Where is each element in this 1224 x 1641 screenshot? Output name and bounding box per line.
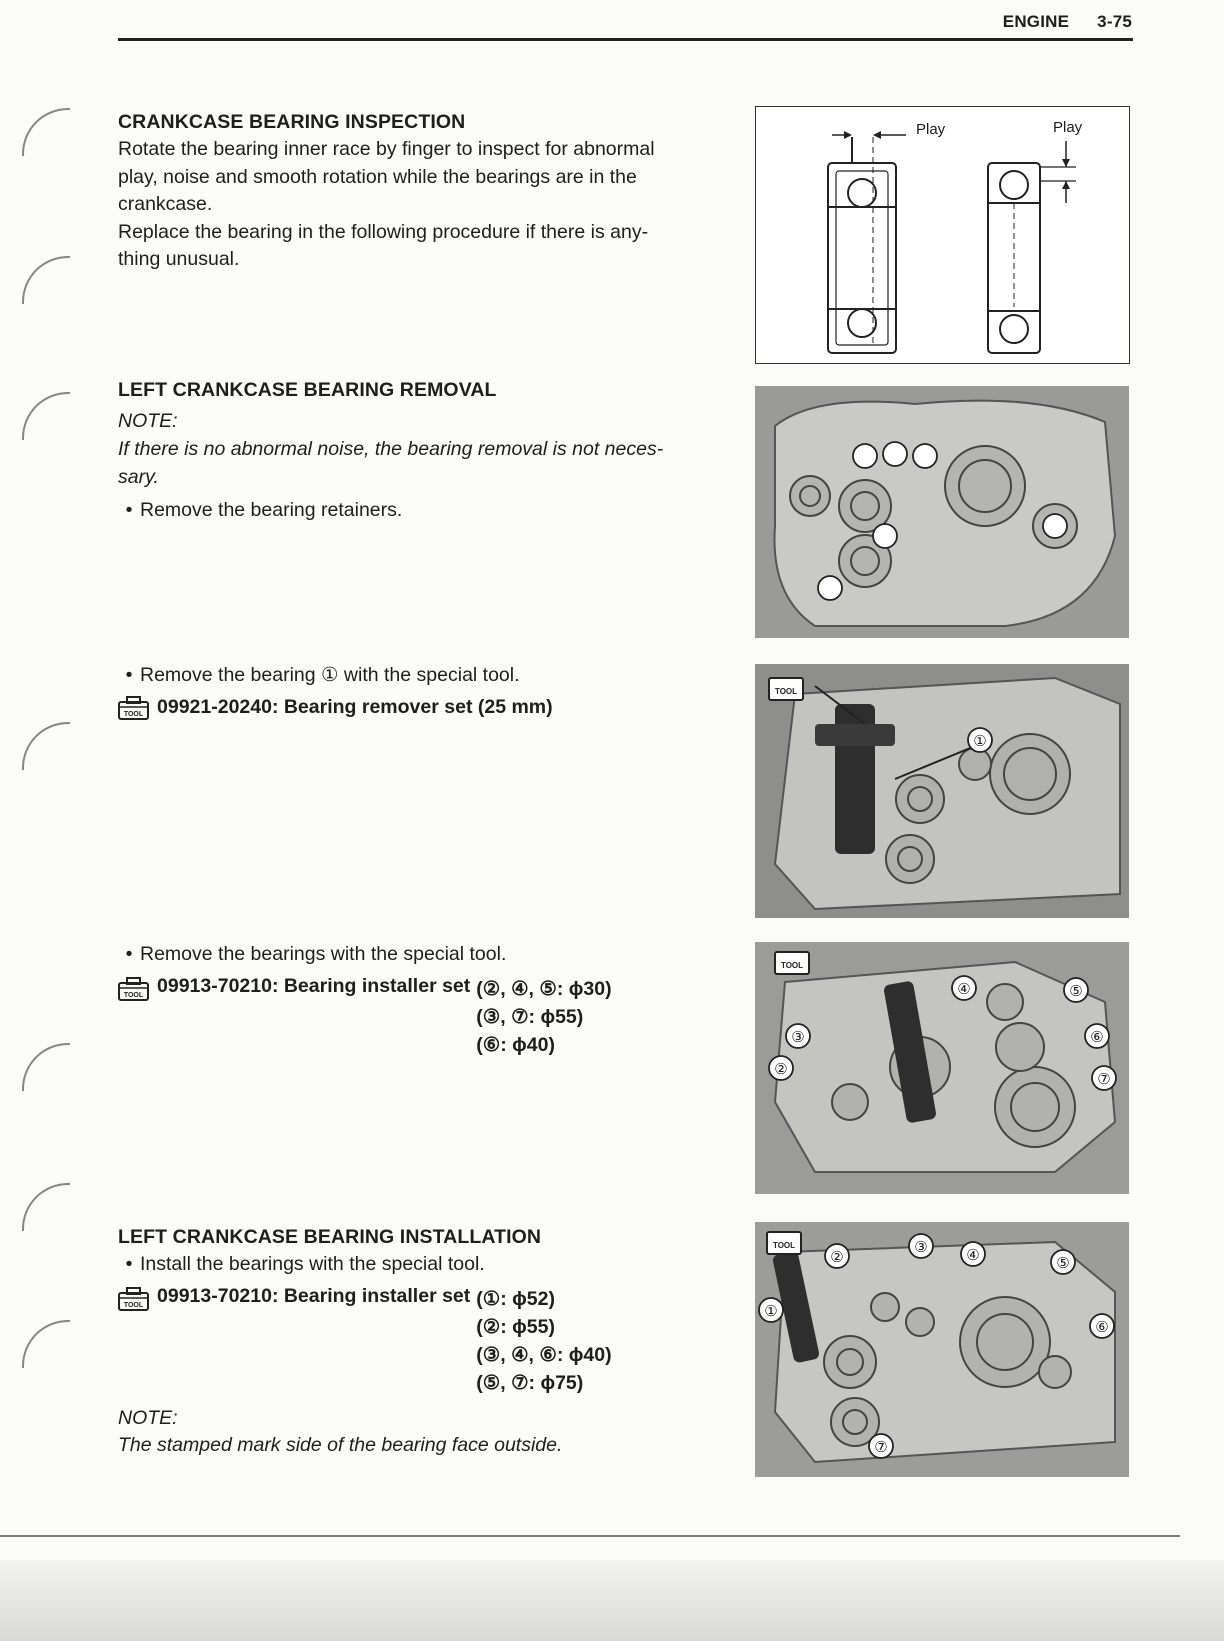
svg-text:⑥: ⑥ — [1095, 1318, 1109, 1336]
installation-section — [118, 1226, 738, 1459]
photo-bearings-removal-tool — [755, 942, 1129, 1194]
svg-text:④: ④ — [957, 980, 971, 998]
removal-title: LEFT CRANKCASE BEARING REMOVAL — [118, 379, 497, 401]
tool-icon — [118, 977, 149, 1001]
svg-text:⑦: ⑦ — [1097, 1070, 1111, 1088]
svg-text:⑦: ⑦ — [874, 1438, 888, 1456]
page-header — [1003, 12, 1132, 32]
binder-mark — [22, 108, 70, 156]
tool-size: (②, ④, ⑤: ϕ30) — [476, 977, 612, 1000]
bullet-remove-retainers: • Remove the bearing retainers. — [118, 497, 728, 525]
tool-size-list — [476, 1285, 611, 1397]
binder-mark — [22, 392, 70, 440]
binder-mark — [22, 722, 70, 770]
tool-size: (③, ⑦: ϕ55) — [476, 1005, 584, 1028]
removal-note-line: If there is no abnormal noise, the bearing removal is not neces- — [118, 438, 664, 460]
tool-size: (②: ϕ55) — [476, 1315, 555, 1338]
svg-text:①: ① — [764, 1302, 778, 1320]
inspection-text — [118, 136, 728, 274]
svg-text:⑥: ⑥ — [1090, 1028, 1104, 1046]
svg-text:③: ③ — [791, 1028, 805, 1046]
installation-note: The stamped mark side of the bearing face outside. — [118, 1433, 563, 1456]
binder-mark — [22, 1320, 70, 1368]
removal-note — [118, 436, 728, 491]
removal-tool1-block — [118, 662, 738, 720]
photo-bearing-installation — [755, 1222, 1129, 1477]
tool-size: (⑤, ⑦: ϕ75) — [476, 1371, 584, 1394]
binder-mark — [22, 1183, 70, 1231]
svg-text:TOOL: TOOL — [780, 961, 804, 970]
svg-text:TOOL: TOOL — [123, 1301, 144, 1309]
page-bottom-shadow — [0, 1560, 1224, 1641]
removal-tool2-block — [118, 941, 738, 1059]
inspection-line: play, noise and smooth rotation while the bearings are in the — [118, 165, 637, 188]
photo-bearing-retainers — [755, 386, 1129, 638]
svg-text:④: ④ — [966, 1246, 980, 1264]
bearing-cross-section-drawing — [756, 107, 1129, 363]
inspection-line: Replace the bearing in the following procedure if there is any- — [118, 220, 649, 243]
bullet-install-bearings: • Install the bearings with the special tool. — [118, 1251, 738, 1279]
tool-icon — [118, 696, 149, 720]
tool-size: (①: ϕ52) — [476, 1287, 555, 1310]
bottom-rule — [0, 1535, 1180, 1537]
svg-text:①: ① — [973, 732, 987, 750]
inspection-line: thing unusual. — [118, 248, 240, 270]
photo-bearing-remover — [755, 664, 1129, 918]
header-section: ENGINE — [1002, 12, 1070, 31]
tool-icon — [118, 1287, 149, 1311]
play-label-right: Play — [1053, 119, 1083, 136]
tool-size-list — [476, 975, 611, 1059]
tool-spec-remover — [118, 696, 738, 720]
inspection-title: CRANKCASE BEARING INSPECTION — [118, 111, 466, 133]
removal-note-label: NOTE: — [118, 410, 178, 432]
svg-text:⑤: ⑤ — [1056, 1254, 1070, 1272]
inspection-line: crankcase. — [118, 193, 213, 215]
svg-text:②: ② — [774, 1060, 788, 1078]
svg-text:⑤: ⑤ — [1069, 982, 1083, 1000]
header-page-number: 3-75 — [1097, 12, 1132, 31]
tool-spec-installer-text: 09913-70210: Bearing installer set — [157, 974, 471, 997]
binder-mark — [22, 1043, 70, 1091]
tool-spec-installer-removal — [118, 975, 738, 1059]
removal-note-line: sary. — [118, 465, 159, 488]
tool-spec-remover-text: 09921-20240: Bearing remover set (25 mm) — [157, 696, 553, 718]
svg-text:TOOL: TOOL — [772, 1241, 796, 1250]
inspection-section — [118, 111, 728, 274]
bullet-remove-bearing-1: • Remove the bearing ① with the special tool. — [118, 662, 738, 690]
play-label-left: Play — [916, 121, 946, 138]
svg-text:TOOL: TOOL — [774, 687, 798, 696]
installation-note-label: NOTE: — [118, 1406, 178, 1429]
installation-title: LEFT CRANKCASE BEARING INSTALLATION — [118, 1226, 542, 1248]
inspection-line: Rotate the bearing inner race by finger to inspect for abnormal — [118, 138, 655, 160]
tool-size: (③, ④, ⑥: ϕ40) — [476, 1343, 612, 1366]
bearing-play-diagram — [755, 106, 1130, 364]
binder-mark — [22, 256, 70, 304]
svg-text:TOOL: TOOL — [123, 991, 144, 999]
tool-spec-installer-text: 09913-70210: Bearing installer set — [157, 1284, 471, 1307]
svg-text:③: ③ — [914, 1238, 928, 1256]
tool-spec-installer — [118, 1285, 738, 1397]
removal-section — [118, 379, 728, 525]
header-rule — [118, 38, 1133, 41]
svg-text:②: ② — [830, 1248, 844, 1266]
bullet-remove-bearings: • Remove the bearings with the special tool. — [118, 941, 738, 969]
tool-size: (⑥: ϕ40) — [476, 1033, 555, 1056]
svg-text:TOOL: TOOL — [123, 710, 144, 718]
